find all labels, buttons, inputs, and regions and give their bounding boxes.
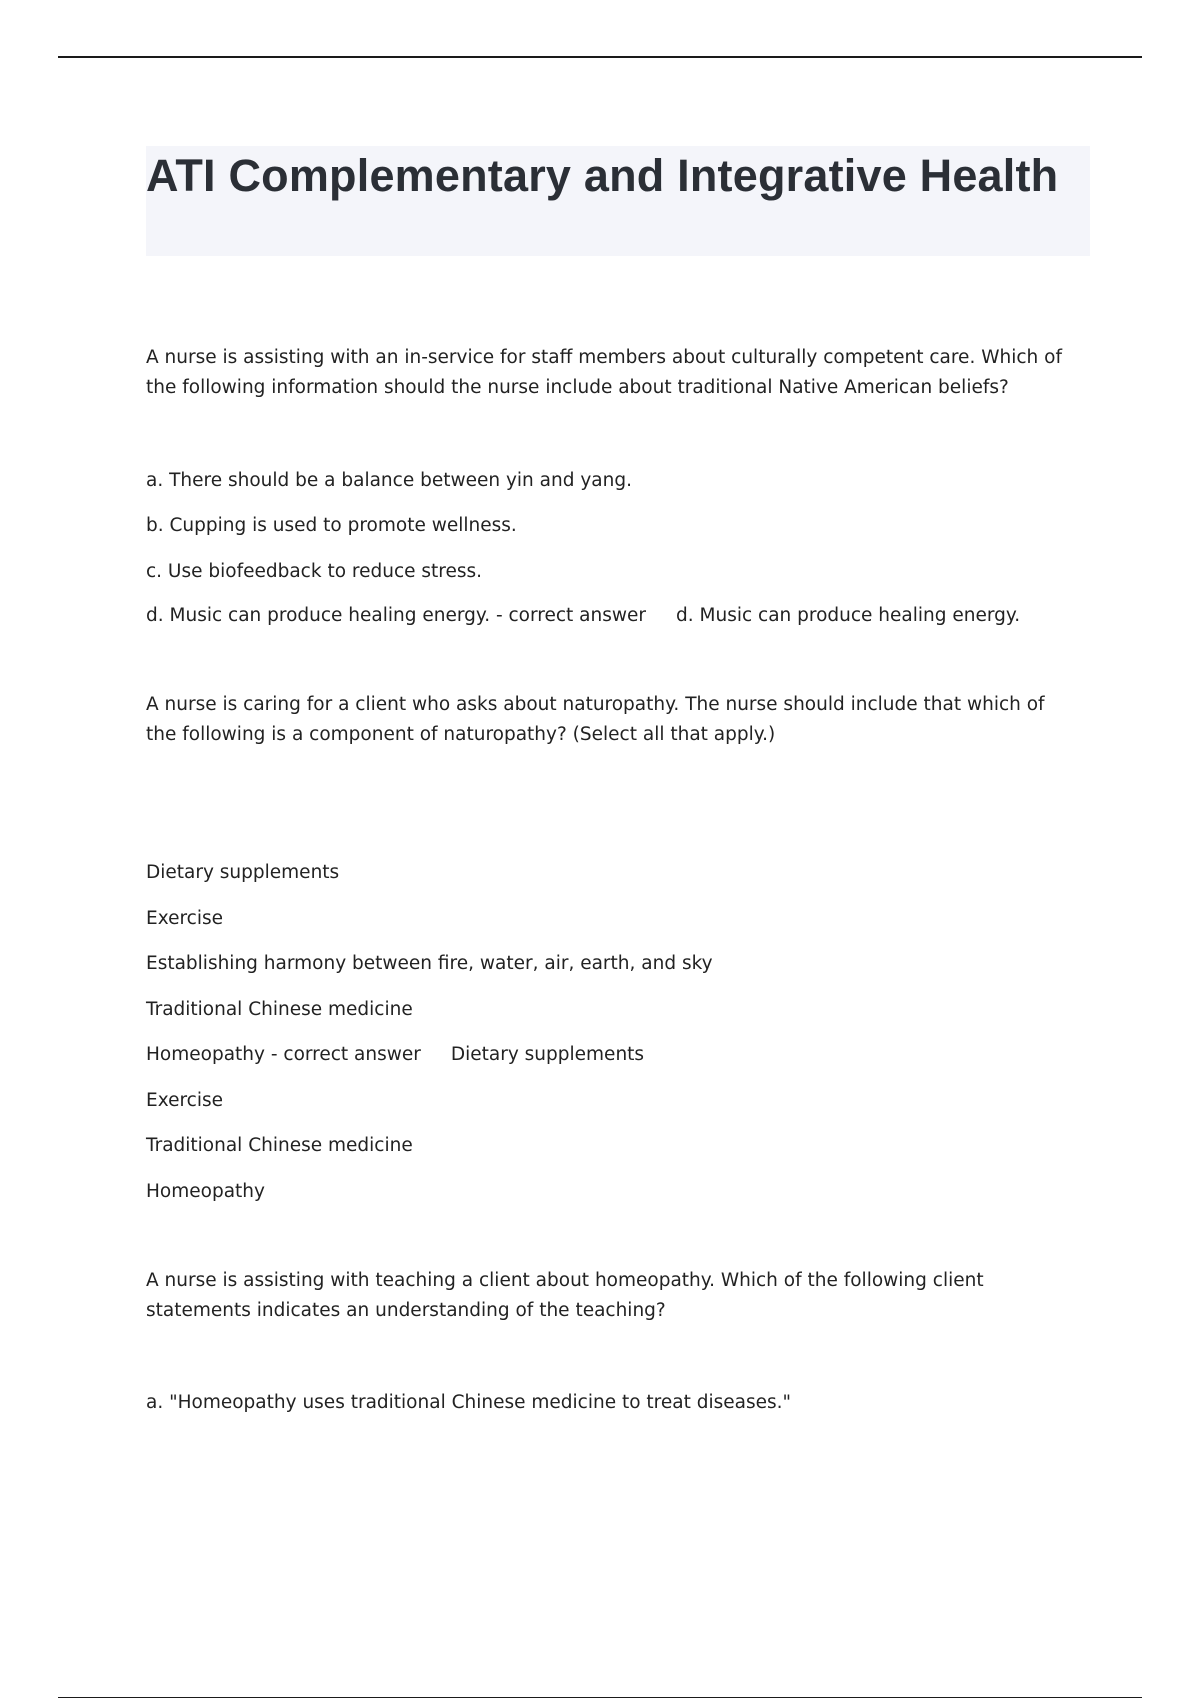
- question-1-option-d: d. Music can produce healing energy. - correct answer: [146, 605, 646, 626]
- title-banner: [146, 146, 1090, 256]
- question-2-option-4: Traditional Chinese medicine: [146, 999, 413, 1020]
- question-1-option-d-row: [146, 601, 1020, 631]
- question-3-option-a: a. "Homeopathy uses traditional Chinese medicine to treat diseases.": [146, 1392, 792, 1413]
- question-3-text: A nurse is assisting with teaching a client about homeopathy. Which of the following client statements indicates an understanding of the teaching?: [146, 1270, 984, 1321]
- question-2-answer-1: Dietary supplements: [450, 1044, 645, 1065]
- question-2-answer-2: Exercise: [146, 1090, 223, 1111]
- top-divider: [58, 56, 1142, 58]
- question-1-option-a: a. There should be a balance between yin and yang.: [146, 470, 632, 491]
- question-2-option-2: Exercise: [146, 908, 223, 929]
- question-2-answer-3: Traditional Chinese medicine: [146, 1135, 413, 1156]
- question-2-option-1: Dietary supplements: [146, 862, 340, 883]
- question-1-answer: d. Music can produce healing energy.: [676, 605, 1021, 626]
- question-2-option-5-row: [146, 1040, 644, 1070]
- question-1-option-b: b. Cupping is used to promote wellness.: [146, 515, 517, 536]
- bottom-divider: [58, 1697, 1142, 1698]
- document-title: ATI Complementary and Integrative Health: [146, 150, 1059, 201]
- question-1-option-c: c. Use biofeedback to reduce stress.: [146, 561, 483, 582]
- question-2-option-3: Establishing harmony between fire, water, air, earth, and sky: [146, 953, 713, 974]
- question-1-text: A nurse is assisting with an in-service for staff members about culturally competent care. Which of the following information should the nurse include about traditional Native American beliefs?: [146, 347, 1062, 398]
- question-2-text: A nurse is caring for a client who asks about naturopathy. The nurse should include that which of the following is a component of naturopathy? (Select all that apply.): [146, 694, 1045, 745]
- question-2-option-5: Homeopathy - correct answer: [146, 1044, 421, 1065]
- question-2-answer-4: Homeopathy: [146, 1181, 265, 1202]
